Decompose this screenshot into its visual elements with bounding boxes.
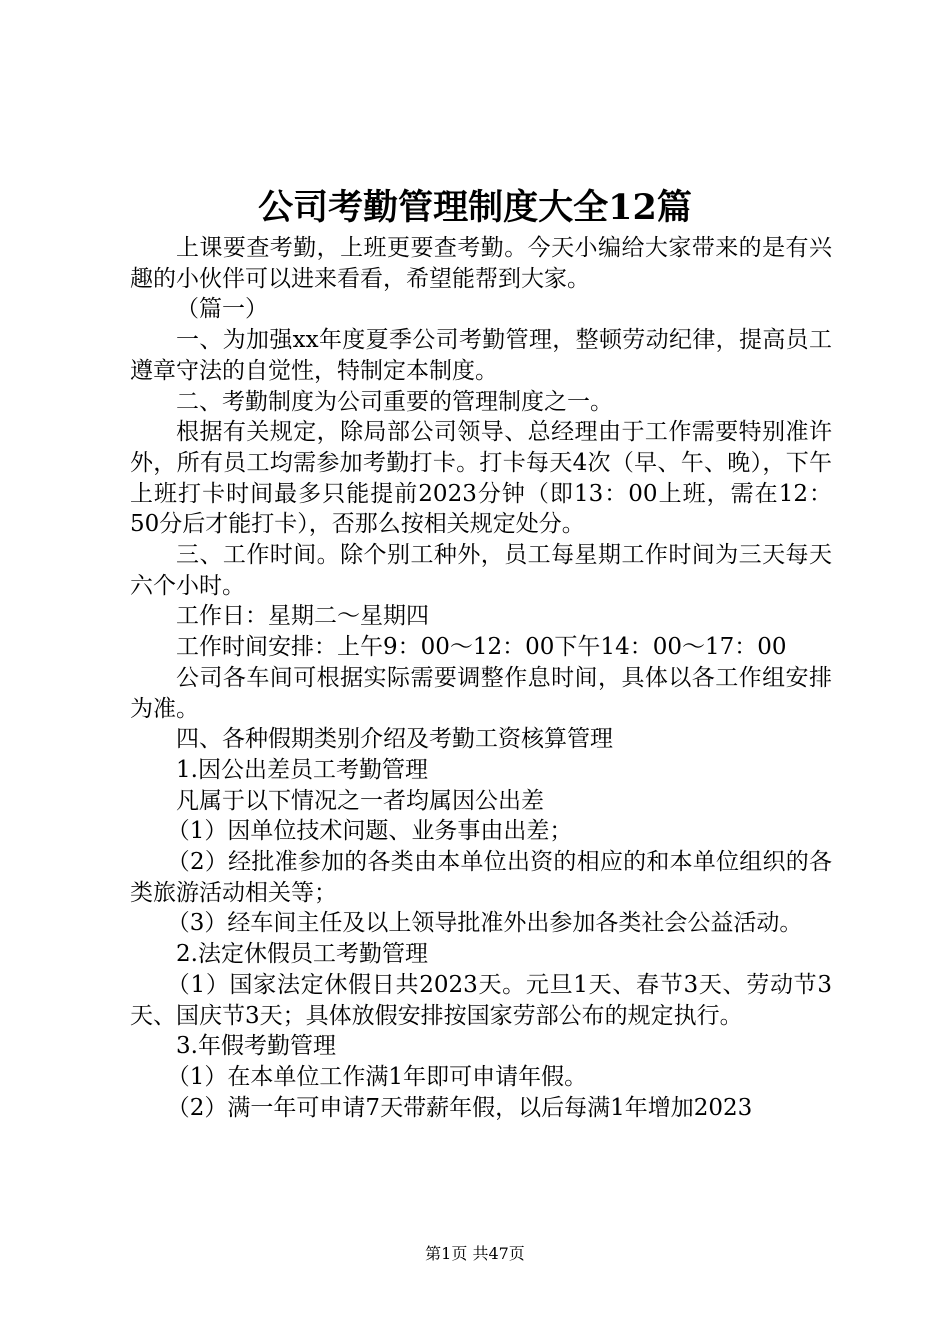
paragraph: 凡属于以下情况之一者均属因公出差 bbox=[176, 787, 544, 814]
paragraph: 四、各种假期类别介绍及考勤工资核算管理 bbox=[176, 726, 613, 753]
paragraph: 2.法定休假员工考勤管理 bbox=[176, 941, 428, 968]
paragraph: 工作时间安排：上午9：00～12：00下午14：00～17：00 bbox=[176, 634, 787, 661]
paragraph: 根据有关规定，除局部公司领导、总经理由于工作需要特别准许外，所有员工均需参加考勤打卡。打卡每天4次（早、午、晚），下午上班打卡时间最多只能提前2023分钟（即13：00上班，需在12：50分后才能打卡），否那么按相关规定处分。 bbox=[130, 419, 832, 538]
paragraph: （2）满一年可申请7天带薪年假，以后每满1年增加2023 bbox=[166, 1094, 753, 1121]
paragraph: 工作日：星期二～星期四 bbox=[176, 603, 429, 630]
paragraph: （2）经批准参加的各类由本单位出资的相应的和本单位组织的各类旅游活动相关等； bbox=[130, 849, 832, 906]
paragraph: 公司各车间可根据实际需要调整作息时间，具体以各工作组安排为准。 bbox=[130, 664, 832, 722]
paragraph: 3.年假考勤管理 bbox=[176, 1033, 336, 1060]
paragraph: 上课要查考勤，上班更要查考勤。今天小编给大家带来的是有兴趣的小伙伴可以进来看看，希望能帮到大家。 bbox=[130, 235, 832, 292]
paragraph: 一、为加强xx年度夏季公司考勤管理，整顿劳动纪律，提高员工遵章守法的自觉性，特制定本制度。 bbox=[130, 327, 832, 384]
page-footer: 第1页 共47页 bbox=[425, 1244, 525, 1263]
paragraph: （1）因单位技术问题、业务事由出差； bbox=[166, 818, 573, 845]
paragraph: （1）在本单位工作满1年即可申请年假。 bbox=[166, 1063, 588, 1090]
paragraph: （篇一） bbox=[176, 296, 268, 323]
paragraph: 三、工作时间。除个别工种外，员工每星期工作时间为三天每天六个小时。 bbox=[130, 542, 832, 599]
paragraph: （3）经车间主任及以上领导批准外出参加各类社会公益活动。 bbox=[166, 910, 803, 937]
paragraph: 二、考勤制度为公司重要的管理制度之一。 bbox=[176, 388, 613, 415]
document-body bbox=[130, 233, 832, 1123]
document-title: 公司考勤管理制度大全12篇 bbox=[258, 187, 692, 228]
paragraph: （1）国家法定休假日共2023天。元旦1天、春节3天、劳动节3天、国庆节3天；具体放假安排按国家劳部公布的规定执行。 bbox=[130, 971, 832, 1029]
paragraph: 1.因公出差员工考勤管理 bbox=[176, 756, 428, 783]
